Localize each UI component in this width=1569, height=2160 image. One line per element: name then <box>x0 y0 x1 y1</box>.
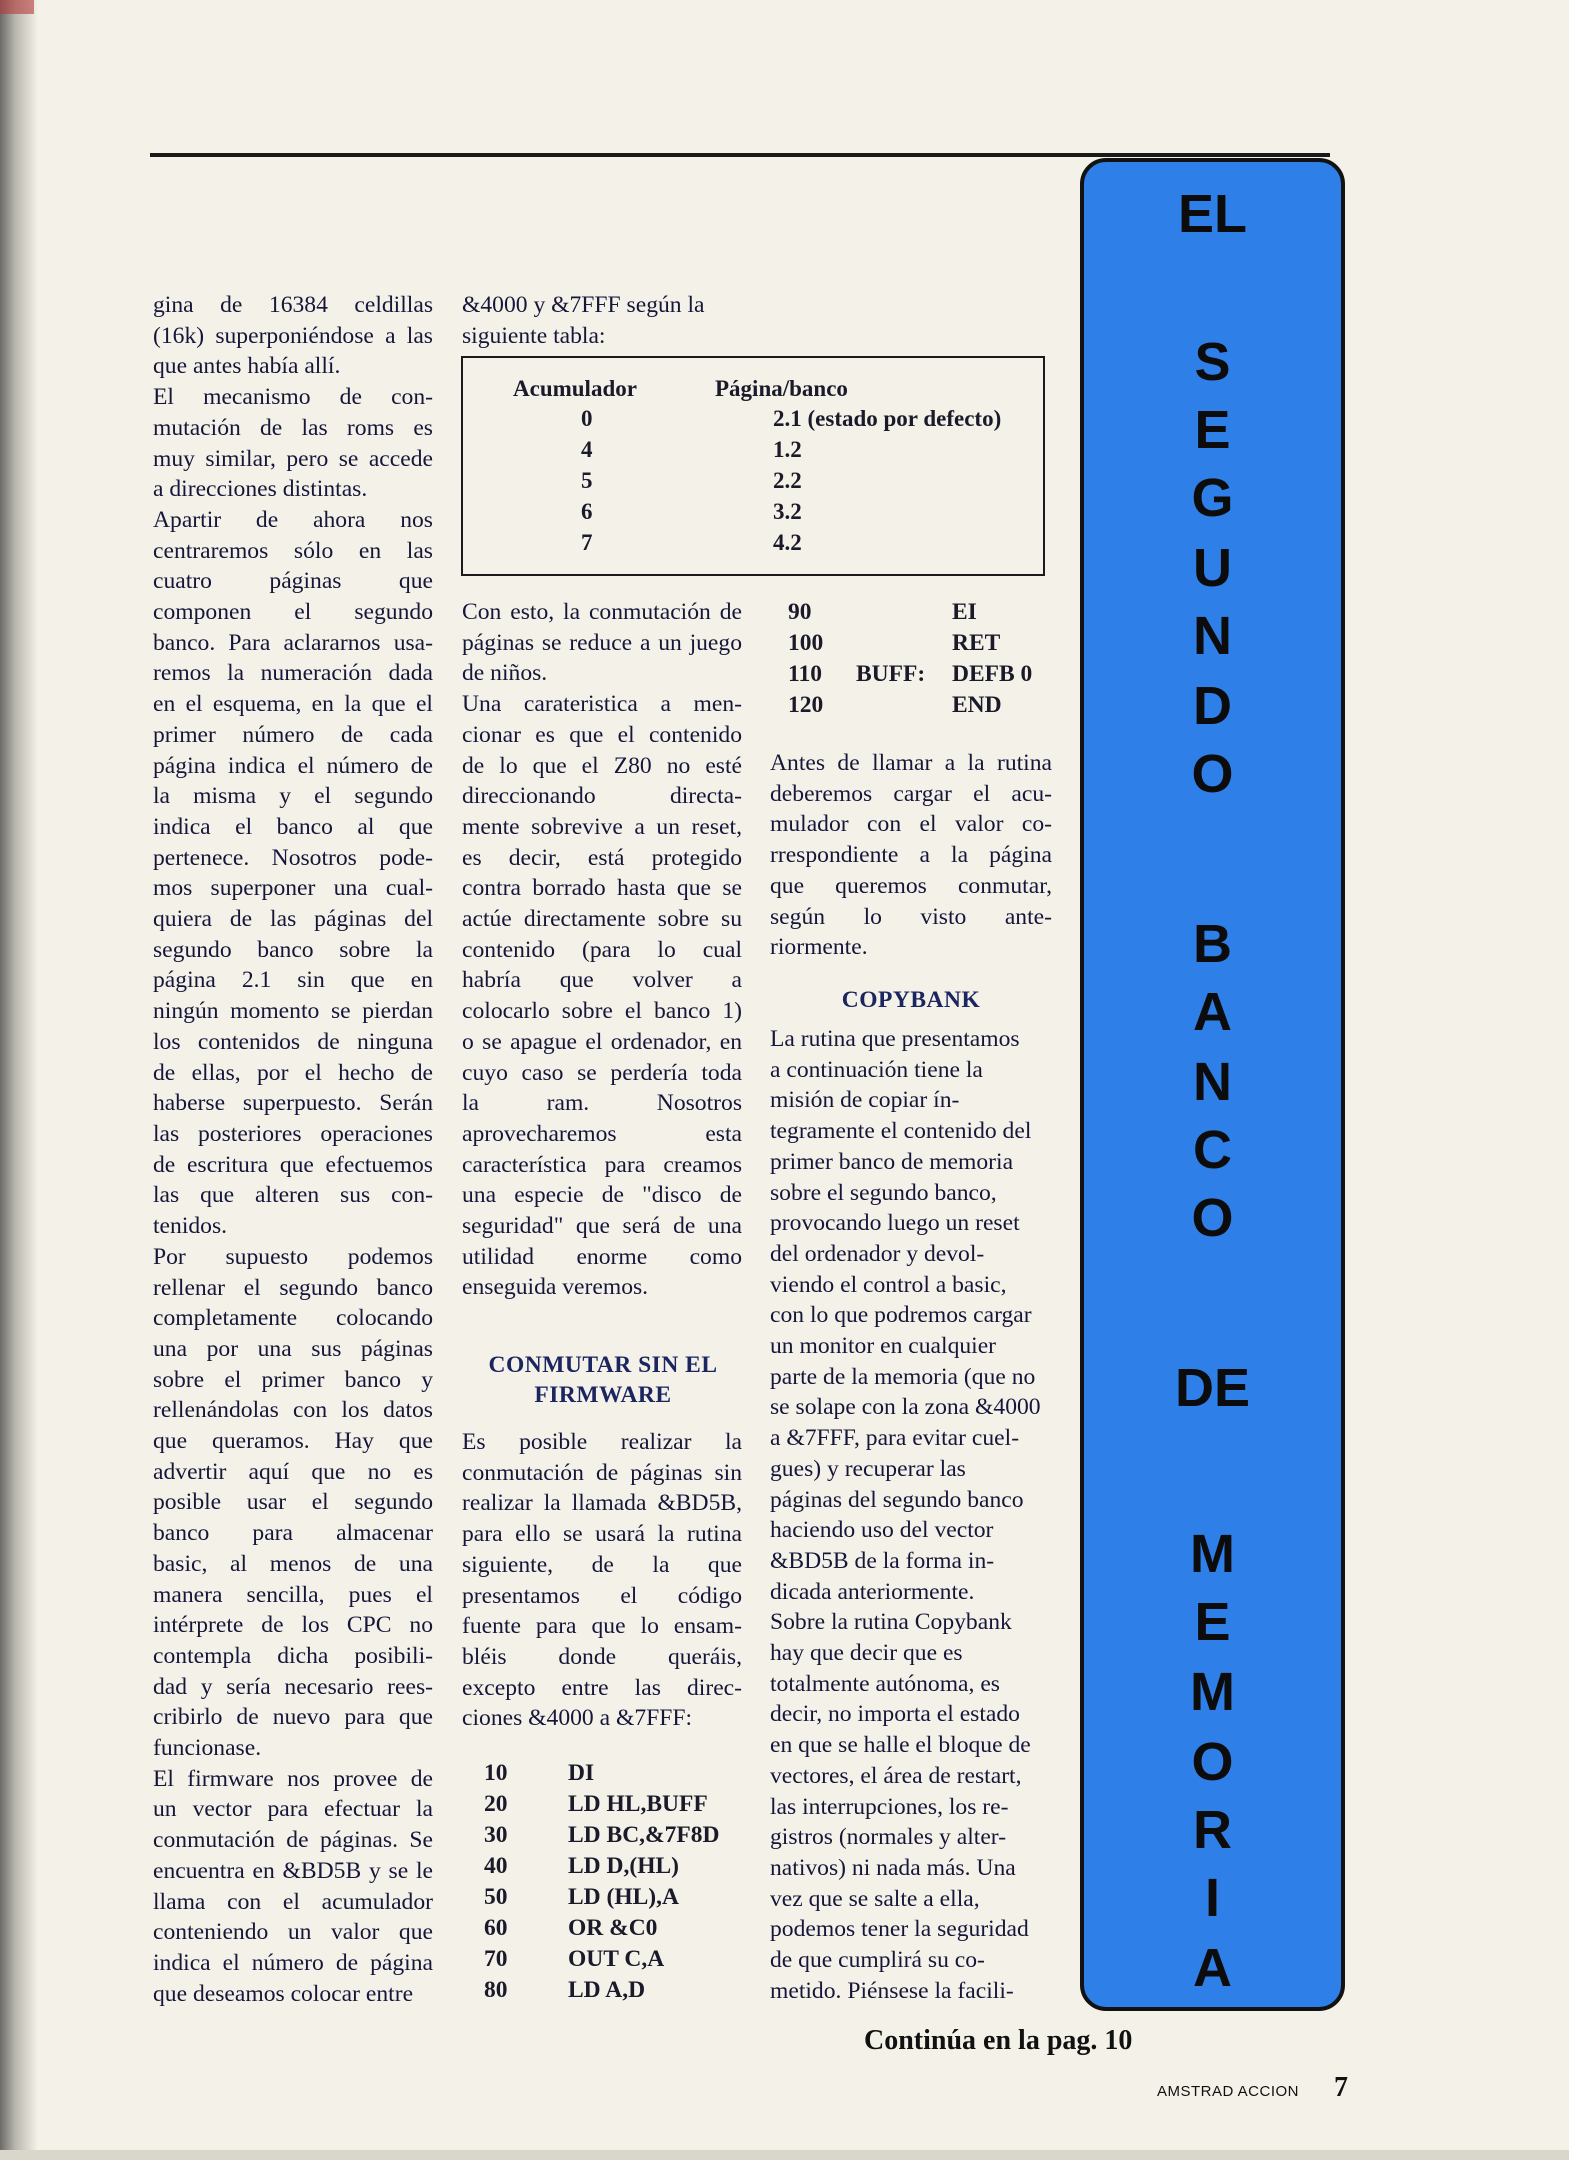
text-line: en el esquema, en la que el <box>153 691 433 718</box>
text-line: direccionando directa- <box>462 783 742 810</box>
text-line: cuyo caso se perdería toda <box>462 1059 742 1086</box>
table-row <box>463 530 1043 560</box>
sidebar-title-letter: D <box>1193 676 1232 736</box>
code-line <box>484 1791 744 1822</box>
text-line: muy similar, pero se accede <box>153 445 433 472</box>
sidebar-title-letter: O <box>1191 1732 1234 1792</box>
text-line: indica el número de página <box>153 1949 433 1976</box>
table-row <box>463 468 1043 498</box>
code-instruction: LD D,(HL) <box>568 1853 679 1879</box>
text-line: presentamos el código <box>462 1582 742 1609</box>
sidebar-title-letter: N <box>1193 1052 1232 1112</box>
text-line: en que se halle el bloque de <box>770 1732 1031 1759</box>
heading-line: FIRMWARE <box>534 1382 672 1408</box>
table-cell-page: 1.2 <box>773 437 802 462</box>
table-cell-page: 2.1 (estado por defecto) <box>773 406 1002 431</box>
code-instruction: LD A,D <box>568 1977 646 2003</box>
sidebar-title-letter: O <box>1191 744 1234 804</box>
text-line: segundo banco sobre la <box>153 936 433 963</box>
text-line: contenido (para lo cual <box>462 936 742 963</box>
sidebar-title-letter: A <box>1193 1938 1232 1998</box>
sidebar-title-letter: I <box>1204 1868 1220 1928</box>
sidebar-title-letter: C <box>1193 1120 1232 1180</box>
text-line: metido. Piénsese la facili- <box>770 1977 1014 2004</box>
code-label: BUFF: <box>856 661 926 687</box>
text-line: de ellas, por el hecho de <box>153 1059 433 1086</box>
text-line: advertir aquí que no es <box>153 1458 433 1485</box>
text-line: haberse superpuesto. Serán <box>153 1090 433 1117</box>
text-line: Con esto, la conmutación de <box>462 599 742 625</box>
text-line: característica para creamos <box>462 1151 742 1178</box>
text-line: gina de 16384 celdillas <box>153 292 433 318</box>
text-line: banco para almacenar <box>153 1520 433 1547</box>
text-line: rrespondiente a la página <box>770 842 1052 869</box>
sidebar-title-letter: A <box>1193 982 1232 1042</box>
sidebar-title-letter: B <box>1193 914 1232 974</box>
text-line: cuatro páginas que <box>153 568 433 595</box>
table-cell-acc: 6 <box>581 499 593 524</box>
page-bank-table <box>461 356 1045 576</box>
code-line <box>788 692 1058 723</box>
text-line: la ram. Nosotros <box>462 1090 742 1117</box>
sidebar-title-letter: N <box>1193 606 1232 666</box>
text-line: Una carateristica a men- <box>462 691 742 718</box>
text-line: remos la numeración dada <box>153 660 433 687</box>
table-row <box>463 499 1043 529</box>
text-line: provocando luego un reset <box>770 1210 1020 1237</box>
table-header-page: Página/banco <box>715 376 848 401</box>
code-line <box>484 1915 744 1946</box>
text-line: una especie de "disco de <box>462 1182 742 1209</box>
text-line: mutación de las roms es <box>153 414 433 441</box>
text-line: primer número de cada <box>153 721 433 748</box>
text-line: Por supuesto podemos <box>153 1243 433 1270</box>
sidebar-title-letter: G <box>1191 468 1234 528</box>
text-line: tegramente el contenido del <box>770 1118 1032 1145</box>
text-line: realizar la llamada &BD5B, <box>462 1490 742 1517</box>
page-binding-shadow <box>0 0 38 2160</box>
column-middle-body <box>462 597 742 1303</box>
text-line: contempla dicha posibili- <box>153 1642 433 1669</box>
text-line: siguiente tabla: <box>462 322 606 349</box>
table-row <box>463 437 1043 467</box>
text-line: intérprete de los CPC no <box>153 1612 433 1639</box>
text-line: bléis donde queráis, <box>462 1643 742 1670</box>
sidebar-title-letter: DE <box>1174 1358 1250 1418</box>
text-line: Sobre la rutina Copybank <box>770 1609 1012 1636</box>
code-line-number: 40 <box>484 1853 508 1879</box>
code-line <box>788 630 1058 661</box>
text-line: un monitor en cualquier <box>770 1333 997 1360</box>
code-line <box>484 1853 744 1884</box>
text-line: a continuación tiene la <box>770 1056 983 1083</box>
text-line: que queramos. Hay que <box>153 1428 433 1455</box>
sidebar-title-letter: EL <box>1177 184 1247 244</box>
table-cell-page: 3.2 <box>773 499 802 524</box>
text-line: página indica el número de <box>153 752 433 779</box>
sidebar-title-letter: R <box>1193 1800 1232 1860</box>
text-line: enseguida veremos. <box>462 1274 649 1301</box>
code-instruction: OR &C0 <box>568 1915 658 1941</box>
text-line: ningún momento se pierdan <box>153 998 433 1025</box>
text-line: de escritura que efectuemos <box>153 1151 433 1178</box>
code-line <box>484 1946 744 1977</box>
text-line: actúe directamente sobre su <box>462 906 742 933</box>
column-right-b <box>770 1024 1060 2007</box>
text-line: decir, no importa el estado <box>770 1701 1020 1728</box>
sidebar-title-letter: U <box>1193 538 1232 598</box>
text-line: a direcciones distintas. <box>153 476 368 503</box>
text-line: viendo el control a basic, <box>770 1271 1007 1298</box>
text-line: contra borrado hasta que se <box>462 875 742 902</box>
text-line: conteniendo un valor que <box>153 1919 433 1946</box>
text-line: seguridad" que será de una <box>462 1213 742 1240</box>
text-line: páginas se reduce a un juego <box>462 629 742 656</box>
code-line-number: 30 <box>484 1822 508 1848</box>
code-line-number: 20 <box>484 1791 508 1817</box>
text-line: siguiente, de la que <box>462 1551 742 1578</box>
text-line: fuente para que lo ensam- <box>462 1613 742 1640</box>
sidebar-title-letter: O <box>1191 1188 1234 1248</box>
code-line <box>484 1760 744 1791</box>
text-line: una por una sus páginas <box>153 1335 433 1362</box>
title-sidebar <box>1080 158 1345 2011</box>
text-line: colocarlo sobre el banco 1) <box>462 998 742 1025</box>
code-line-number: 90 <box>788 599 812 625</box>
code-instruction: LD (HL),A <box>568 1884 679 1910</box>
top-rule <box>150 153 1330 157</box>
text-line: misión de copiar ín- <box>770 1087 960 1114</box>
text-line: o se apague el ordenador, en <box>462 1028 742 1055</box>
code-line-number: 60 <box>484 1915 508 1941</box>
text-line: componen el segundo <box>153 599 433 626</box>
text-line: completamente colocando <box>153 1305 433 1332</box>
text-line: manera sencilla, pues el <box>153 1581 433 1608</box>
code-line-number: 80 <box>484 1977 508 2003</box>
text-line: rellenándolas con los datos <box>153 1397 433 1424</box>
text-line: basic, al menos de una <box>153 1550 433 1577</box>
continues-note: Continúa en la pag. 10 <box>864 2025 1133 2056</box>
sidebar-title-letter: M <box>1190 1524 1235 1584</box>
text-line: gistros (normales y alter- <box>770 1824 1007 1851</box>
text-line: mos superponer una cual- <box>153 875 433 902</box>
text-line: El firmware nos provee de <box>153 1765 433 1792</box>
code-line <box>484 1822 744 1853</box>
text-line: sobre el segundo banco, <box>770 1179 997 1206</box>
text-line: conmutación de páginas. Se <box>153 1827 433 1854</box>
text-line: que deseamos colocar entre <box>153 1980 414 2007</box>
code-instruction: LD BC,&7F8D <box>568 1822 720 1848</box>
code-instruction: DEFB 0 <box>952 661 1033 687</box>
text-line: nativos) ni nada más. Una <box>770 1854 1016 1881</box>
code-instruction: LD HL,BUFF <box>568 1791 708 1817</box>
text-line: vectores, el área de restart, <box>770 1762 1022 1789</box>
text-line: dad y sería necesario rees- <box>153 1673 433 1700</box>
code-line-number: 110 <box>788 661 822 687</box>
code-instruction: EI <box>952 599 977 625</box>
text-line: Es posible realizar la <box>462 1429 742 1455</box>
text-line: cribirlo de nuevo para que <box>153 1704 433 1731</box>
text-line: a &7FFF, para evitar cuel- <box>770 1425 1020 1452</box>
table-cell-page: 4.2 <box>773 530 802 555</box>
text-line: Antes de llamar a la rutina <box>770 750 1052 776</box>
text-line: los contenidos de ninguna <box>153 1028 433 1055</box>
text-line: un vector para efectuar la <box>153 1796 433 1823</box>
table-cell-acc: 0 <box>581 406 593 431</box>
sidebar-title-letter: E <box>1194 1592 1231 1652</box>
code-listing-2 <box>788 599 1058 723</box>
text-line: podemos tener la seguridad <box>770 1916 1029 1943</box>
code-line-number: 120 <box>788 692 824 718</box>
table-cell-acc: 4 <box>581 437 593 462</box>
text-line: banco. Para aclararnos usa- <box>153 629 433 656</box>
code-instruction: END <box>952 692 1002 718</box>
text-line: para ello se usará la rutina <box>462 1521 742 1548</box>
sidebar-title-letter: E <box>1194 400 1231 460</box>
heading-conmutar <box>462 1350 744 1410</box>
footer-magazine-name: AMSTRAD ACCION <box>1157 2083 1300 2100</box>
text-line: llama con el acumulador <box>153 1888 433 1915</box>
page-number: 7 <box>1334 2072 1348 2103</box>
text-line: de niños. <box>462 660 548 687</box>
text-line: con lo que podremos cargar <box>770 1302 1032 1329</box>
table-cell-page: 2.2 <box>773 468 802 493</box>
table-row <box>463 406 1043 436</box>
text-line: rellenar el segundo banco <box>153 1274 433 1301</box>
text-line: (16k) superponiéndose a las <box>153 322 433 349</box>
text-line: que queremos conmutar, <box>770 872 1052 899</box>
code-line-number: 10 <box>484 1760 508 1786</box>
text-line: las interrupciones, los re- <box>770 1793 1009 1820</box>
text-line: hay que decir que es <box>770 1640 963 1667</box>
table-cell-acc: 5 <box>581 468 593 493</box>
sidebar-title-letter: S <box>1194 332 1231 392</box>
text-line: las posteriores operaciones <box>153 1120 433 1147</box>
text-line: encuentra en &BD5B y se le <box>153 1857 433 1884</box>
text-line: conmutación de páginas sin <box>462 1459 742 1486</box>
text-line: pertenece. Nosotros pode- <box>153 844 433 871</box>
text-line: deberemos cargar el acu- <box>770 780 1052 807</box>
code-line-number: 50 <box>484 1884 508 1910</box>
text-line: excepto entre las direc- <box>462 1674 742 1701</box>
code-line-number: 70 <box>484 1946 508 1972</box>
text-line: de que cumplirá su co- <box>770 1947 985 1974</box>
text-line: páginas del segundo banco <box>770 1486 1024 1513</box>
page-corner-mark <box>0 0 34 14</box>
column-middle-body2 <box>462 1427 742 1734</box>
text-line: la misma y el segundo <box>153 783 433 810</box>
text-line: &4000 y &7FFF según la <box>462 292 705 318</box>
text-line: del ordenador y devol- <box>770 1240 985 1267</box>
code-instruction: RET <box>952 630 1001 656</box>
text-line: sobre el primer banco y <box>153 1366 433 1393</box>
text-line: mente sobrevive a un reset, <box>462 813 742 840</box>
text-line: funcionase. <box>153 1735 262 1762</box>
text-line: dicada anteriormente. <box>770 1578 975 1605</box>
text-line: según lo visto ante- <box>770 903 1052 930</box>
bottom-edge <box>0 2150 1569 2160</box>
code-line-number: 100 <box>788 630 824 656</box>
text-line: totalmente autónoma, es <box>770 1670 1000 1697</box>
text-line: &BD5B de la forma in- <box>770 1547 995 1574</box>
text-line: Apartir de ahora nos <box>153 506 433 533</box>
table-header-accumulator: Acumulador <box>513 376 637 401</box>
code-line <box>484 1977 744 2008</box>
text-line: que antes había allí. <box>153 353 341 380</box>
text-line: riormente. <box>770 934 868 961</box>
text-line: La rutina que presentamos <box>770 1026 1020 1052</box>
text-line: gues) y recuperar las <box>770 1455 966 1482</box>
text-line: de lo que el Z80 no esté <box>462 752 742 779</box>
column-middle-intro <box>462 290 744 351</box>
text-line: posible usar el segundo <box>153 1489 433 1516</box>
heading-line: CONMUTAR SIN EL <box>488 1352 718 1378</box>
text-line: página 2.1 sin que en <box>153 967 433 994</box>
text-line: las que alteren sus con- <box>153 1182 433 1209</box>
text-line: es decir, está protegido <box>462 844 742 871</box>
code-line <box>484 1884 744 1915</box>
text-line: aprovecharemos esta <box>462 1120 742 1147</box>
sidebar-title-letter: M <box>1190 1662 1235 1722</box>
text-line: quiera de las páginas del <box>153 906 433 933</box>
text-line: indica el banco al que <box>153 813 433 840</box>
heading-copybank: COPYBANK <box>841 987 981 1013</box>
column-right-a <box>770 748 1052 963</box>
text-line: haciendo uso del vector <box>770 1517 994 1544</box>
text-line: habría que volver a <box>462 967 742 994</box>
text-line: utilidad enorme como <box>462 1243 742 1270</box>
text-line: ciones &4000 a &7FFF: <box>462 1705 693 1732</box>
code-line <box>788 599 1058 630</box>
text-line: primer banco de memoria <box>770 1148 1014 1175</box>
code-listing-1 <box>484 1760 744 2008</box>
text-line: tenidos. <box>153 1213 228 1240</box>
code-line <box>788 661 1058 692</box>
text-line: mulador con el valor co- <box>770 811 1052 838</box>
text-line: se solape con la zona &4000 <box>770 1394 1041 1421</box>
column-left <box>153 290 433 2009</box>
text-line: centraremos sólo en las <box>153 537 433 564</box>
table-cell-acc: 7 <box>581 530 593 555</box>
code-instruction: OUT C,A <box>568 1946 665 1972</box>
code-instruction: DI <box>568 1760 595 1786</box>
text-line: parte de la memoria (que no <box>770 1363 1036 1390</box>
text-line: vez que se salte a ella, <box>770 1885 980 1912</box>
text-line: El mecanismo de con- <box>153 384 433 411</box>
text-line: cionar es que el contenido <box>462 721 742 748</box>
